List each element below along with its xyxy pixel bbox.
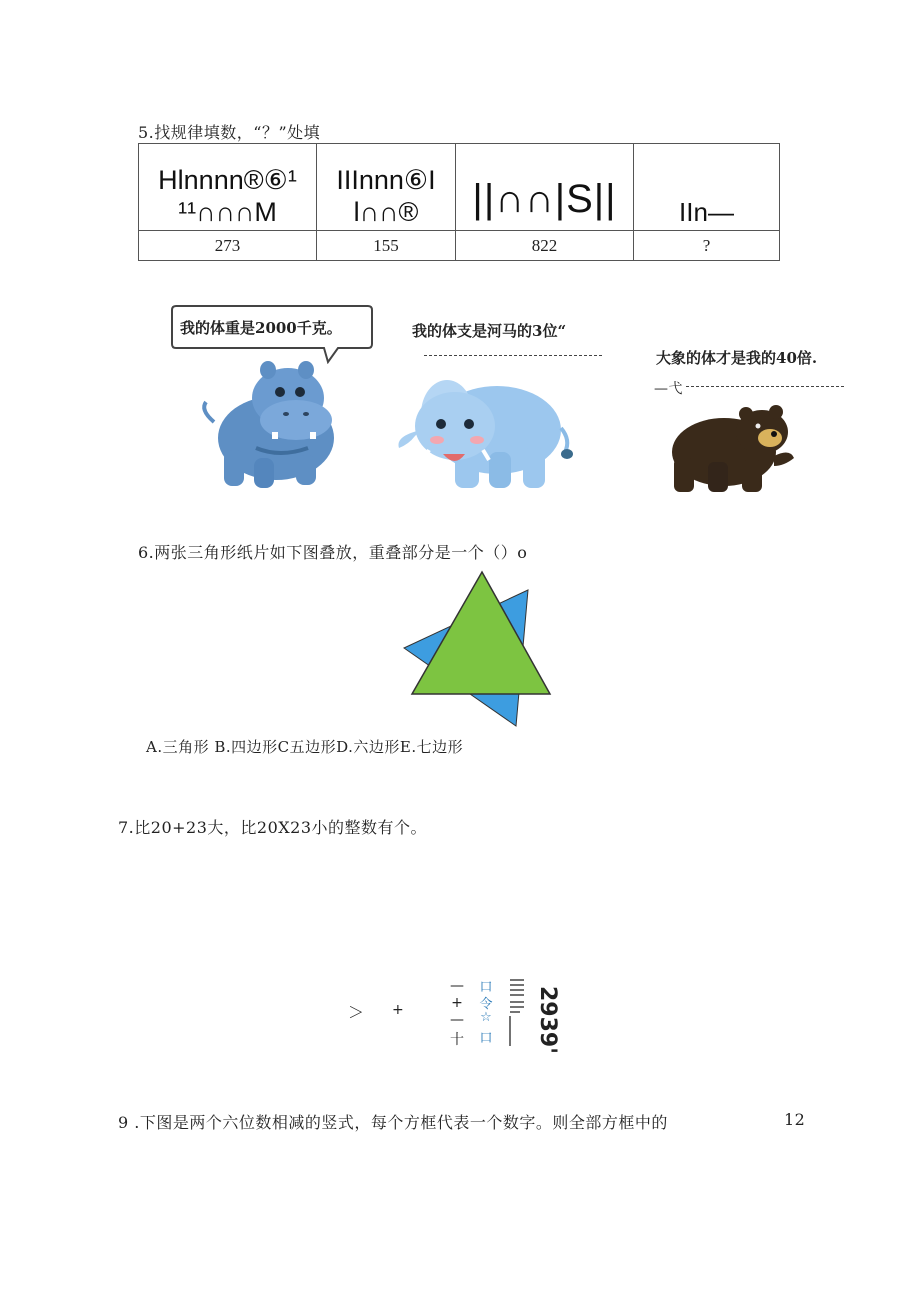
pattern-cell-2-line1: IIInnn⑥I: [336, 165, 436, 195]
pattern-cell-1-line2: ¹¹∩∩∩M: [178, 197, 277, 227]
hippo-speech-text: 我的体重是2000千克。: [180, 319, 342, 337]
q9-tail: 12: [784, 1110, 806, 1129]
q8-op-3: —: [450, 1012, 464, 1028]
q8-plus: +: [392, 1002, 404, 1018]
q8-operator-column: [448, 978, 466, 1046]
bear-illustration: [670, 400, 800, 494]
bear-text: 大象的体才是我的40倍.: [656, 349, 818, 367]
q9-title: 9 .下图是两个六位数相减的竖式，每个方框代表一个数字。则全部方框中的: [118, 1113, 668, 1132]
pattern-cell-3: [456, 144, 634, 231]
q8-bars: [504, 976, 530, 1048]
q8-box-3: ☆: [480, 1010, 492, 1025]
pattern-value-4: ?: [634, 231, 780, 261]
q8-op-2: +: [451, 995, 463, 1011]
hippo-illustration: [196, 350, 336, 492]
elephant-illustration: [385, 368, 581, 492]
pattern-value-1: 273: [139, 231, 317, 261]
q5-title: 5.找规律填数，“？”处填: [138, 123, 321, 142]
q8-op-1: —: [450, 978, 464, 994]
elephant-text: 我的体支是河马的3位“: [412, 322, 567, 340]
elephant-answer-line: [424, 355, 602, 356]
q8-box-1: 口: [479, 980, 493, 995]
pattern-cell-2: [317, 144, 456, 231]
q8-box-column: [476, 976, 496, 1044]
pattern-cell-2-line2: l∩∩®: [353, 197, 419, 227]
q8-left-mark: ＞: [348, 1003, 365, 1022]
pattern-value-2: 155: [317, 231, 456, 261]
bear-prefix: —弋: [654, 381, 683, 397]
pattern-table: [138, 143, 780, 261]
pattern-cell-3-line1: ||∩∩|S||: [472, 177, 617, 221]
q7-title: 7.比20+23大，比20X23小的整数有个。: [118, 818, 428, 837]
pattern-value-3: 822: [456, 231, 634, 261]
hippo-speech-bubble: [170, 304, 374, 352]
q8-number: 2939': [535, 986, 560, 1054]
overlapping-triangles: [400, 570, 556, 730]
pattern-cell-1-line1: Hlnnnn®⑥¹: [158, 165, 297, 195]
green-triangle: [412, 572, 550, 694]
q8-op-4: 十: [450, 1032, 464, 1048]
pattern-cell-1: [139, 144, 317, 231]
bear-answer-line: [686, 386, 844, 387]
q6-title: 6.两张三角形纸片如下图叠放，重叠部分是一个（）o: [138, 543, 528, 562]
q8-box-2: 令: [479, 997, 493, 1012]
pattern-cell-4: [634, 144, 780, 231]
pattern-cell-4-line1: IIn—: [679, 197, 734, 227]
q6-options: A.三角形 B.四边形C五边形D.六边形E.七边形: [146, 738, 464, 756]
q8-box-4: 口: [479, 1031, 493, 1046]
